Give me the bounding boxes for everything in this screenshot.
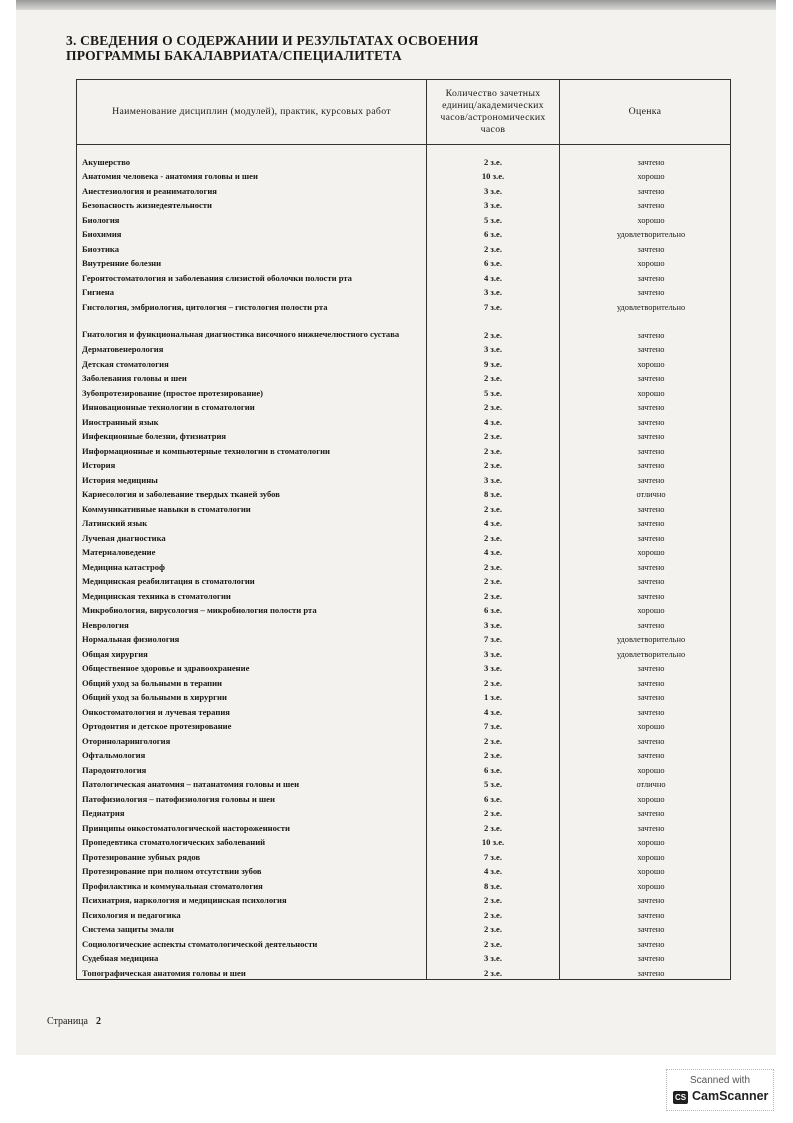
discipline-name-cell: Коммуникативные навыки в стоматологии	[77, 500, 427, 515]
credits-cell: 6 з.е.	[427, 790, 560, 805]
credits-cell: 2 з.е.	[427, 573, 560, 588]
discipline-name-cell: Биоэтика	[77, 240, 427, 255]
grade-cell: зачтено	[560, 935, 731, 950]
grade-cell: зачтено	[560, 819, 731, 834]
table-row	[77, 921, 731, 936]
grade-cell: зачтено	[560, 674, 731, 689]
credits-cell: 4 з.е.	[427, 515, 560, 530]
grades-table	[76, 79, 731, 980]
grade-cell: зачтено	[560, 515, 731, 530]
column-header-name: Наименование дисциплин (модулей), практик, курсовых работ	[77, 80, 427, 145]
credits-cell: 10 з.е.	[427, 168, 560, 183]
grade-cell: зачтено	[560, 703, 731, 718]
credits-cell: 2 з.е.	[427, 587, 560, 602]
discipline-name-cell: Патофизиология – патофизиология головы и шеи	[77, 790, 427, 805]
grade-cell: отлично	[560, 776, 731, 791]
credits-cell: 6 з.е.	[427, 226, 560, 241]
table-row	[77, 544, 731, 559]
table-row	[77, 355, 731, 370]
grade-cell: зачтено	[560, 950, 731, 965]
grade-cell: зачтено	[560, 182, 731, 197]
discipline-name-cell: Дерматовенерология	[77, 341, 427, 356]
discipline-name-cell: Геронтостоматология и заболевания слизистой оболочки полости рта	[77, 269, 427, 284]
credits-cell: 3 з.е.	[427, 645, 560, 660]
credits-cell: 2 з.е.	[427, 935, 560, 950]
discipline-name-cell: Биология	[77, 211, 427, 226]
camscanner-badge	[666, 1069, 774, 1111]
grade-cell: зачтено	[560, 341, 731, 356]
table-row	[77, 805, 731, 820]
discipline-name-cell: Медицинская техника в стоматологии	[77, 587, 427, 602]
table-row	[77, 732, 731, 747]
credits-cell: 3 з.е.	[427, 284, 560, 299]
table-row	[77, 892, 731, 907]
table-row	[77, 935, 731, 950]
discipline-name-cell: История медицины	[77, 471, 427, 486]
table-row	[77, 240, 731, 255]
table-row	[77, 442, 731, 457]
credits-cell: 2 з.е.	[427, 964, 560, 979]
spacer-cell	[77, 145, 427, 154]
table-row	[77, 573, 731, 588]
section-heading	[66, 33, 726, 63]
table-row	[77, 863, 731, 878]
credits-cell: 3 з.е.	[427, 660, 560, 675]
grade-cell: зачтено	[560, 370, 731, 385]
table-row	[77, 674, 731, 689]
grade-cell: зачтено	[560, 457, 731, 472]
grade-cell: зачтено	[560, 428, 731, 443]
scan-top-edge	[16, 0, 776, 10]
discipline-name-cell: Инновационные технологии в стоматологии	[77, 399, 427, 414]
table-row	[77, 689, 731, 704]
table-row	[77, 341, 731, 356]
credits-cell: 2 з.е.	[427, 906, 560, 921]
discipline-name-cell: Профилактика и коммунальная стоматология	[77, 877, 427, 892]
credits-cell: 4 з.е.	[427, 703, 560, 718]
credits-cell: 2 з.е.	[427, 457, 560, 472]
discipline-name-cell: Общий уход за больными в терапии	[77, 674, 427, 689]
discipline-name-cell: Ортодонтия и детское протезирование	[77, 718, 427, 733]
grade-cell: зачтено	[560, 587, 731, 602]
table-row	[77, 197, 731, 212]
table-row	[77, 950, 731, 965]
discipline-name-cell: Лучевая диагностика	[77, 529, 427, 544]
grade-cell: хорошо	[560, 761, 731, 776]
discipline-name-cell: Анатомия человека - анатомия головы и шеи	[77, 168, 427, 183]
grade-cell: зачтено	[560, 413, 731, 428]
table-row	[77, 616, 731, 631]
credits-cell: 4 з.е.	[427, 413, 560, 428]
discipline-name-cell: Гистология, эмбриология, цитология – гистология полости рта	[77, 298, 427, 313]
discipline-name-cell: Онкостоматология и лучевая терапия	[77, 703, 427, 718]
grade-cell: удовлетворительно	[560, 226, 731, 241]
spacer-cell	[560, 145, 731, 154]
discipline-name-cell: Пропедевтика стоматологических заболеваний	[77, 834, 427, 849]
discipline-name-cell: Психология и педагогика	[77, 906, 427, 921]
credits-cell: 6 з.е.	[427, 761, 560, 776]
table-row	[77, 834, 731, 849]
discipline-name-cell: Нормальная физиология	[77, 631, 427, 646]
discipline-name-cell: Иностранный язык	[77, 413, 427, 428]
credits-cell: 8 з.е.	[427, 486, 560, 501]
discipline-name-cell: Топографическая анатомия головы и шеи	[77, 964, 427, 979]
discipline-name-cell: Заболевания головы и шеи	[77, 370, 427, 385]
spacer-cell	[427, 145, 560, 154]
discipline-name-cell: Информационные и компьютерные технологии в стоматологии	[77, 442, 427, 457]
credits-cell: 3 з.е.	[427, 616, 560, 631]
grade-cell: хорошо	[560, 544, 731, 559]
grade-cell: зачтено	[560, 197, 731, 212]
discipline-name-cell: История	[77, 457, 427, 472]
grade-cell: зачтено	[560, 240, 731, 255]
grade-cell: зачтено	[560, 906, 731, 921]
table-row	[77, 211, 731, 226]
grade-cell: зачтено	[560, 399, 731, 414]
discipline-name-cell: Детская стоматология	[77, 355, 427, 370]
discipline-name-cell: Судебная медицина	[77, 950, 427, 965]
grade-cell: хорошо	[560, 848, 731, 863]
table-row	[77, 370, 731, 385]
grade-cell: зачтено	[560, 558, 731, 573]
credits-cell: 6 з.е.	[427, 602, 560, 617]
credits-cell: 7 з.е.	[427, 298, 560, 313]
credits-cell: 10 з.е.	[427, 834, 560, 849]
table-row	[77, 761, 731, 776]
grade-cell: хорошо	[560, 211, 731, 226]
grade-cell: зачтено	[560, 471, 731, 486]
table-row	[77, 428, 731, 443]
credits-cell: 2 з.е.	[427, 428, 560, 443]
credits-cell: 2 з.е.	[427, 240, 560, 255]
discipline-name-cell: Офтальмология	[77, 747, 427, 762]
grade-cell: зачтено	[560, 747, 731, 762]
table-row	[77, 384, 731, 399]
grade-cell: зачтено	[560, 284, 731, 299]
table-row	[77, 819, 731, 834]
grade-cell: хорошо	[560, 718, 731, 733]
grade-cell: хорошо	[560, 877, 731, 892]
discipline-name-cell: Акушерство	[77, 153, 427, 168]
grade-cell: зачтено	[560, 689, 731, 704]
camscanner-logo-icon: CS	[674, 1093, 687, 1102]
grade-cell: зачтено	[560, 153, 731, 168]
discipline-name-cell: Протезирование зубных рядов	[77, 848, 427, 863]
credits-cell: 3 з.е.	[427, 471, 560, 486]
column-header-grade: Оценка	[560, 80, 731, 145]
grade-cell: хорошо	[560, 863, 731, 878]
grade-cell: зачтено	[560, 269, 731, 284]
heading-line-1: 3. СВЕДЕНИЯ О СОДЕРЖАНИИ И РЕЗУЛЬТАТАХ ОСВОЕНИЯ	[66, 33, 479, 48]
table-row	[77, 515, 731, 530]
credits-cell: 8 з.е.	[427, 877, 560, 892]
grade-cell: хорошо	[560, 834, 731, 849]
discipline-name-cell: Патологическая анатомия – патанатомия головы и шеи	[77, 776, 427, 791]
credits-cell: 2 з.е.	[427, 500, 560, 515]
table-row	[77, 703, 731, 718]
table-row	[77, 255, 731, 270]
page-footer	[47, 1016, 101, 1027]
discipline-name-cell: Инфекционные болезни, фтизиатрия	[77, 428, 427, 443]
credits-cell: 2 з.е.	[427, 153, 560, 168]
credits-cell: 2 з.е.	[427, 805, 560, 820]
credits-cell: 6 з.е.	[427, 255, 560, 270]
grade-cell: зачтено	[560, 313, 731, 341]
credits-cell: 3 з.е.	[427, 950, 560, 965]
credits-cell: 2 з.е.	[427, 529, 560, 544]
credits-cell: 4 з.е.	[427, 544, 560, 559]
grade-cell: зачтено	[560, 921, 731, 936]
table-row	[77, 602, 731, 617]
discipline-name-cell: Гнатология и функциональная диагностика височного нижнечелюстного сустава	[77, 313, 427, 341]
discipline-name-cell: Психиатрия, наркология и медицинская психология	[77, 892, 427, 907]
discipline-name-cell: Медицина катастроф	[77, 558, 427, 573]
grade-cell: зачтено	[560, 892, 731, 907]
table-row	[77, 631, 731, 646]
discipline-name-cell: Безопасность жизнедеятельности	[77, 197, 427, 212]
table-row	[77, 558, 731, 573]
credits-cell: 2 з.е.	[427, 370, 560, 385]
table-row	[77, 168, 731, 183]
discipline-name-cell: Неврология	[77, 616, 427, 631]
grade-cell: хорошо	[560, 790, 731, 805]
table-row	[77, 399, 731, 414]
grade-cell: удовлетворительно	[560, 631, 731, 646]
table-row	[77, 153, 731, 168]
table-body	[77, 145, 731, 980]
table-row	[77, 529, 731, 544]
credits-cell: 2 з.е.	[427, 732, 560, 747]
table-spacer-row	[77, 145, 731, 154]
discipline-name-cell: Биохимия	[77, 226, 427, 241]
credits-cell: 7 з.е.	[427, 848, 560, 863]
discipline-name-cell: Материаловедение	[77, 544, 427, 559]
grade-cell: зачтено	[560, 732, 731, 747]
discipline-name-cell: Общая хирургия	[77, 645, 427, 660]
heading-line-2: ПРОГРАММЫ БАКАЛАВРИАТА/СПЕЦИАЛИТЕТА	[66, 48, 402, 63]
grade-cell: удовлетворительно	[560, 645, 731, 660]
credits-cell: 3 з.е.	[427, 197, 560, 212]
credits-cell: 9 з.е.	[427, 355, 560, 370]
grade-cell: зачтено	[560, 964, 731, 979]
credits-cell: 5 з.е.	[427, 211, 560, 226]
grade-cell: хорошо	[560, 255, 731, 270]
credits-cell: 2 з.е.	[427, 674, 560, 689]
discipline-name-cell: Общий уход за больными в хирургии	[77, 689, 427, 704]
credits-cell: 2 з.е.	[427, 819, 560, 834]
table-row	[77, 848, 731, 863]
discipline-name-cell: Латинский язык	[77, 515, 427, 530]
credits-cell: 2 з.е.	[427, 399, 560, 414]
camscanner-brand: CamScanner	[692, 1089, 769, 1103]
table-row	[77, 747, 731, 762]
grade-cell: зачтено	[560, 573, 731, 588]
credits-cell: 3 з.е.	[427, 341, 560, 356]
table-row	[77, 486, 731, 501]
discipline-name-cell: Система защиты эмали	[77, 921, 427, 936]
grade-cell: отлично	[560, 486, 731, 501]
credits-cell: 5 з.е.	[427, 384, 560, 399]
table-row	[77, 964, 731, 979]
table-row	[77, 906, 731, 921]
table-row	[77, 298, 731, 313]
discipline-name-cell: Педиатрия	[77, 805, 427, 820]
credits-cell: 2 з.е.	[427, 921, 560, 936]
discipline-name-cell: Общественное здоровье и здравоохранение	[77, 660, 427, 675]
grade-cell: хорошо	[560, 602, 731, 617]
grade-cell: хорошо	[560, 384, 731, 399]
grade-cell: хорошо	[560, 355, 731, 370]
credits-cell: 3 з.е.	[427, 182, 560, 197]
grade-cell: зачтено	[560, 500, 731, 515]
grade-cell: хорошо	[560, 168, 731, 183]
discipline-name-cell: Протезирование при полном отсутствии зубов	[77, 863, 427, 878]
table-row	[77, 226, 731, 241]
credits-cell: 1 з.е.	[427, 689, 560, 704]
credits-cell: 2 з.е.	[427, 313, 560, 341]
discipline-name-cell: Микробиология, вирусология – микробиология полости рта	[77, 602, 427, 617]
credits-cell: 7 з.е.	[427, 631, 560, 646]
discipline-name-cell: Зубопротезирование (простое протезирование)	[77, 384, 427, 399]
discipline-name-cell: Гигиена	[77, 284, 427, 299]
table-row	[77, 269, 731, 284]
grade-cell: зачтено	[560, 442, 731, 457]
table-row	[77, 471, 731, 486]
credits-cell: 5 з.е.	[427, 776, 560, 791]
credits-cell: 2 з.е.	[427, 442, 560, 457]
discipline-name-cell: Внутренние болезни	[77, 255, 427, 270]
table-row	[77, 500, 731, 515]
credits-cell: 2 з.е.	[427, 558, 560, 573]
table-row	[77, 284, 731, 299]
table-row	[77, 790, 731, 805]
credits-cell: 7 з.е.	[427, 718, 560, 733]
table-row	[77, 877, 731, 892]
column-header-credits: Количество зачетных единиц/академических часов/астрономических часов	[427, 80, 560, 145]
credits-cell: 2 з.е.	[427, 892, 560, 907]
credits-cell: 4 з.е.	[427, 269, 560, 284]
discipline-name-cell: Медицинская реабилитация в стоматологии	[77, 573, 427, 588]
discipline-name-cell: Социологические аспекты стоматологической деятельности	[77, 935, 427, 950]
table-row	[77, 457, 731, 472]
scanned-with-text: Scanned with	[689, 1075, 751, 1086]
table-row	[77, 413, 731, 428]
grade-cell: зачтено	[560, 805, 731, 820]
grade-cell: удовлетворительно	[560, 298, 731, 313]
grade-cell: зачтено	[560, 529, 731, 544]
table-row	[77, 776, 731, 791]
table-row	[77, 313, 731, 341]
grade-cell: зачтено	[560, 660, 731, 675]
discipline-name-cell: Оториноларингология	[77, 732, 427, 747]
discipline-name-cell: Принципы онкостоматологической настороженности	[77, 819, 427, 834]
page-number: 2	[95, 1016, 101, 1027]
table-row	[77, 587, 731, 602]
table-row	[77, 718, 731, 733]
credits-cell: 2 з.е.	[427, 747, 560, 762]
discipline-name-cell: Кариесология и заболевание твердых тканей зубов	[77, 486, 427, 501]
discipline-name-cell: Анестезиология и реаниматология	[77, 182, 427, 197]
table-row	[77, 660, 731, 675]
discipline-name-cell: Пародонтология	[77, 761, 427, 776]
page-label: Страница	[47, 1016, 88, 1027]
credits-cell: 4 з.е.	[427, 863, 560, 878]
table-row	[77, 645, 731, 660]
table-row	[77, 182, 731, 197]
grade-cell: зачтено	[560, 616, 731, 631]
